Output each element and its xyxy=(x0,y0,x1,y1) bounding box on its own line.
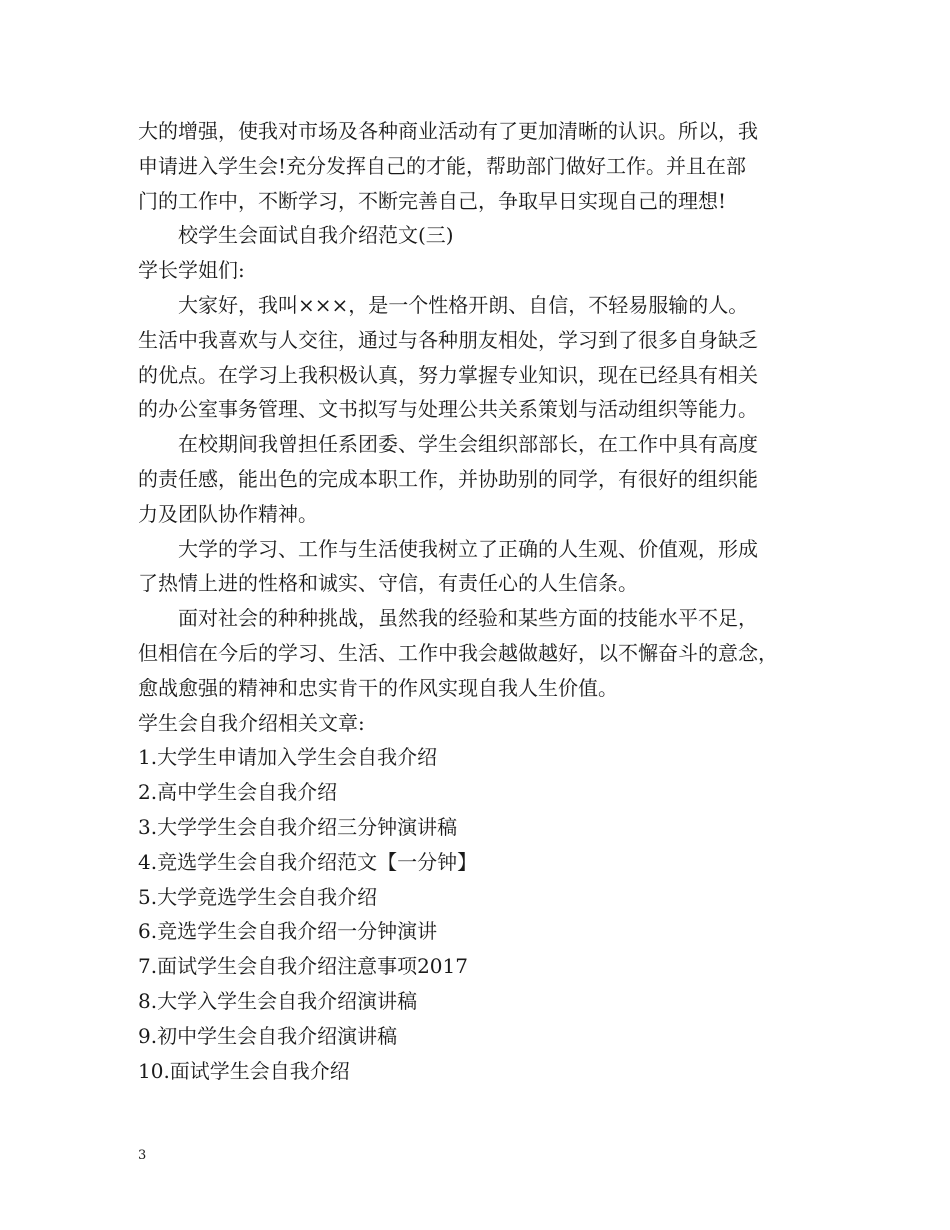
text-line: 的优点。在学习上我积极认真，努力掌握专业知识，现在已经具有相关 xyxy=(138,362,758,387)
text-line: 申请进入学生会!充分发挥自己的才能，帮助部门做好工作。并且在部 xyxy=(138,153,747,178)
text-line: 10.面试学生会自我介绍 xyxy=(138,1058,350,1083)
text-line: 8.大学入学生会自我介绍演讲稿 xyxy=(138,988,418,1013)
text-line: 的办公室事务管理、文书拟写与处理公共关系策划与活动组织等能力。 xyxy=(138,397,758,422)
text-line: 了热情上进的性格和诚实、守信，有责任心的人生信条。 xyxy=(138,571,638,596)
page-number: 3 xyxy=(138,1148,147,1163)
text-line: 校学生会面试自我介绍范文(三) xyxy=(178,223,454,248)
text-line: 4.竞选学生会自我介绍范文【一分钟】 xyxy=(138,849,478,874)
text-line: 3.大学学生会自我介绍三分钟演讲稿 xyxy=(138,814,458,839)
text-line: 在校期间我曾担任系团委、学生会组织部部长，在工作中具有高度 xyxy=(178,432,758,457)
text-line: 7.面试学生会自我介绍注意事项2017 xyxy=(138,954,468,979)
text-line: 大的增强，使我对市场及各种商业活动有了更加清晰的认识。所以，我 xyxy=(138,119,758,143)
text-line: 学生会自我介绍相关文章: xyxy=(138,710,365,735)
text-line: 5.大学竞选学生会自我介绍 xyxy=(138,884,378,909)
text-line: 学长学姐们: xyxy=(138,258,245,283)
text-line: 6.竞选学生会自我介绍一分钟演讲 xyxy=(138,919,438,944)
text-line: 大学的学习、工作与生活使我树立了正确的人生观、价值观，形成 xyxy=(178,536,758,561)
text-line: 门的工作中，不断学习，不断完善自己，争取早日实现自己的理想! xyxy=(138,188,727,213)
text-line: 9.初中学生会自我介绍演讲稿 xyxy=(138,1023,398,1048)
text-line: 1.大学生申请加入学生会自我介绍 xyxy=(138,745,438,770)
document-body xyxy=(138,114,838,1088)
text-line: 但相信在今后的学习、生活、工作中我会越做越好，以不懈奋斗的意念， xyxy=(138,640,778,665)
text-line: 大家好，我叫×××，是一个性格开朗、自信，不轻易服输的人。 xyxy=(178,292,749,317)
text-line: 力及团队协作精神。 xyxy=(138,501,318,526)
text-line: 面对社会的种种挑战，虽然我的经验和某些方面的技能水平不足， xyxy=(178,606,758,631)
text-line: 2.高中学生会自我介绍 xyxy=(138,780,338,805)
text-line: 的责任感，能出色的完成本职工作，并协助别的同学，有很好的组织能 xyxy=(138,466,758,491)
text-line: 生活中我喜欢与人交往，通过与各种朋友相处，学习到了很多自身缺乏 xyxy=(138,327,758,352)
text-line: 愈战愈强的精神和忠实肯干的作风实现自我人生价值。 xyxy=(138,675,618,700)
